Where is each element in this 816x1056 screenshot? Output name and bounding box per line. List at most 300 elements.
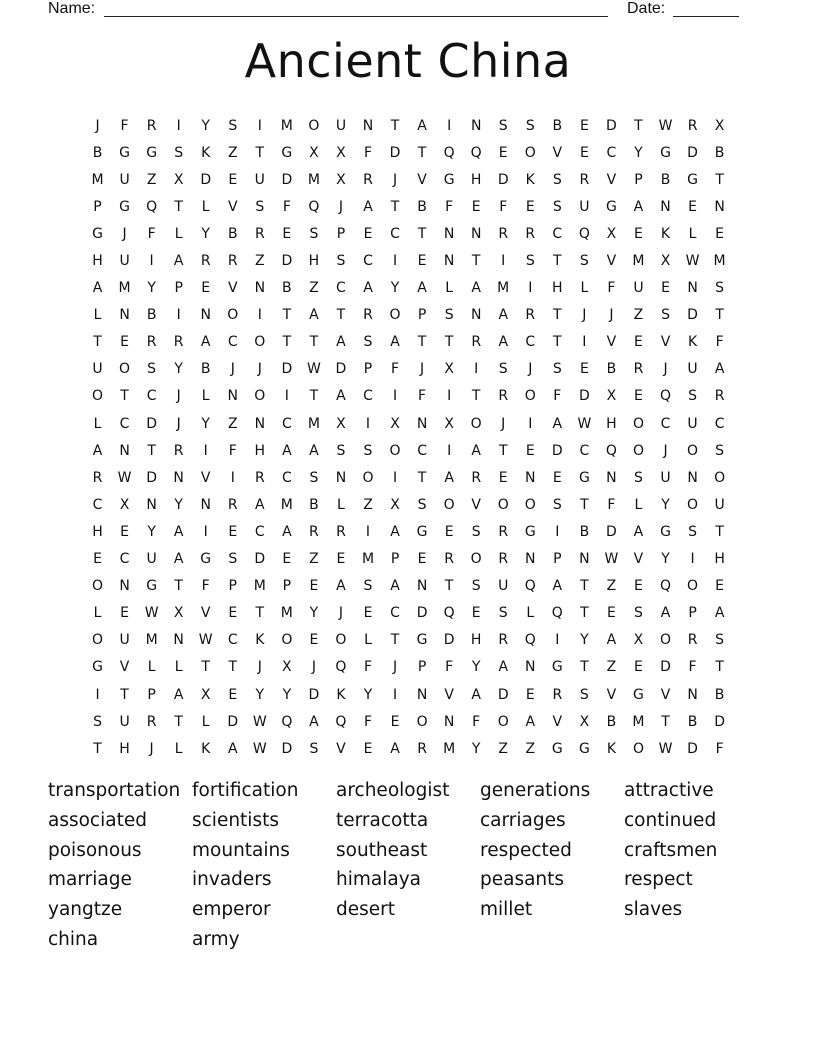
grid-cell[interactable]: W [117, 469, 132, 486]
grid-cell[interactable]: N [525, 551, 536, 568]
grid-cell[interactable]: D [227, 713, 239, 730]
grid-cell[interactable]: D [687, 144, 698, 161]
grid-cell[interactable]: P [228, 578, 237, 595]
grid-cell[interactable]: G [146, 144, 158, 161]
grid-cell[interactable]: O [687, 578, 699, 595]
grid-cell[interactable]: C [525, 334, 536, 351]
grid-cell[interactable]: L [201, 388, 210, 405]
grid-cell[interactable]: S [498, 605, 508, 622]
grid-cell[interactable]: I [474, 361, 479, 378]
grid-cell[interactable]: X [606, 225, 617, 242]
grid-cell[interactable]: E [282, 225, 292, 242]
date-field-line[interactable] [673, 16, 739, 17]
grid-cell[interactable]: H [92, 253, 103, 270]
grid-cell[interactable]: T [553, 307, 562, 324]
grid-cell[interactable]: S [363, 578, 373, 595]
grid-cell[interactable]: N [416, 415, 428, 432]
grid-cell[interactable]: A [444, 469, 454, 486]
grid-cell[interactable]: J [663, 361, 668, 378]
grid-cell[interactable]: G [443, 171, 455, 188]
grid-cell[interactable]: A [390, 578, 400, 595]
grid-cell[interactable]: W [658, 117, 673, 134]
grid-cell[interactable]: F [418, 388, 427, 405]
grid-cell[interactable]: T [553, 334, 562, 351]
grid-cell[interactable]: I [555, 632, 560, 649]
grid-cell[interactable]: O [524, 388, 536, 405]
grid-cell[interactable]: O [632, 415, 644, 432]
grid-cell[interactable]: U [579, 198, 590, 215]
grid-cell[interactable]: V [660, 334, 671, 351]
grid-cell[interactable]: G [578, 469, 590, 486]
grid-cell[interactable]: S [498, 361, 508, 378]
grid-cell[interactable]: A [173, 686, 184, 703]
grid-cell[interactable]: D [146, 415, 157, 432]
grid-cell[interactable]: D [606, 523, 617, 540]
grid-cell[interactable]: U [146, 551, 157, 568]
grid-cell[interactable]: F [715, 740, 724, 757]
grid-cell[interactable]: R [309, 523, 319, 540]
grid-cell[interactable]: A [390, 334, 400, 351]
grid-cell[interactable]: J [311, 659, 316, 676]
grid-cell[interactable]: S [552, 171, 562, 188]
grid-cell[interactable]: M [145, 632, 158, 649]
grid-cell[interactable]: Z [606, 578, 617, 595]
grid-cell[interactable]: E [715, 578, 725, 595]
grid-cell[interactable]: J [176, 388, 181, 405]
grid-cell[interactable]: N [470, 117, 482, 134]
grid-cell[interactable]: S [255, 198, 265, 215]
grid-cell[interactable]: R [552, 686, 563, 703]
grid-cell[interactable]: N [660, 198, 671, 215]
grid-cell[interactable]: R [254, 225, 265, 242]
grid-cell[interactable]: V [633, 551, 644, 568]
grid-cell[interactable]: J [528, 361, 533, 378]
grid-cell[interactable]: S [552, 496, 562, 513]
grid-cell[interactable]: O [497, 496, 509, 513]
grid-cell[interactable]: R [200, 253, 211, 270]
grid-cell[interactable]: D [687, 307, 698, 324]
grid-cell[interactable]: B [92, 144, 103, 161]
grid-cell[interactable]: X [444, 415, 454, 432]
grid-cell[interactable]: O [308, 117, 320, 134]
grid-cell[interactable]: F [201, 578, 210, 595]
grid-cell[interactable]: N [200, 307, 211, 324]
grid-cell[interactable]: E [228, 171, 238, 188]
grid-cell[interactable]: C [363, 388, 373, 405]
grid-cell[interactable]: S [498, 117, 508, 134]
grid-cell[interactable]: I [690, 551, 695, 568]
grid-cell[interactable]: B [687, 713, 698, 730]
grid-cell[interactable]: J [420, 361, 425, 378]
grid-cell[interactable]: Q [605, 442, 617, 459]
grid-cell[interactable]: F [445, 659, 454, 676]
grid-cell[interactable]: C [227, 334, 238, 351]
grid-cell[interactable]: S [579, 253, 589, 270]
grid-cell[interactable]: E [390, 713, 400, 730]
grid-cell[interactable]: S [525, 117, 535, 134]
grid-cell[interactable]: S [688, 388, 697, 405]
grid-cell[interactable]: T [309, 334, 319, 351]
grid-cell[interactable]: R [687, 632, 698, 649]
grid-cell[interactable]: T [174, 578, 183, 595]
grid-cell[interactable]: I [528, 280, 533, 297]
grid-cell[interactable]: I [447, 388, 452, 405]
grid-cell[interactable]: V [417, 171, 427, 188]
grid-cell[interactable]: D [281, 171, 293, 188]
grid-cell[interactable]: F [607, 280, 616, 297]
grid-cell[interactable]: B [714, 144, 725, 161]
grid-cell[interactable]: S [147, 361, 157, 378]
grid-cell[interactable]: E [120, 334, 129, 351]
grid-cell[interactable]: N [687, 686, 698, 703]
grid-cell[interactable]: M [280, 496, 293, 513]
grid-cell[interactable]: L [174, 740, 183, 757]
grid-cell[interactable]: G [551, 740, 563, 757]
grid-cell[interactable]: L [688, 225, 697, 242]
grid-cell[interactable]: W [685, 253, 700, 270]
grid-cell[interactable]: A [471, 686, 481, 703]
grid-cell[interactable]: O [659, 632, 672, 649]
grid-cell[interactable]: M [443, 740, 456, 757]
grid-cell[interactable]: Z [363, 496, 373, 513]
grid-cell[interactable]: S [228, 551, 238, 568]
grid-cell[interactable]: V [119, 659, 130, 676]
grid-cell[interactable]: S [471, 578, 481, 595]
grid-cell[interactable]: R [146, 117, 157, 134]
grid-cell[interactable]: E [93, 551, 102, 568]
grid-cell[interactable]: L [93, 605, 102, 622]
grid-cell[interactable]: R [363, 307, 373, 324]
grid-cell[interactable]: A [390, 740, 400, 757]
grid-cell[interactable]: C [390, 605, 400, 622]
grid-cell[interactable]: R [579, 171, 590, 188]
grid-cell[interactable]: V [660, 686, 671, 703]
grid-cell[interactable]: O [281, 632, 293, 649]
grid-cell[interactable]: U [687, 415, 698, 432]
grid-cell[interactable]: F [715, 334, 724, 351]
grid-cell[interactable]: Y [201, 225, 210, 242]
grid-cell[interactable]: I [176, 307, 181, 324]
grid-cell[interactable]: R [471, 334, 482, 351]
grid-cell[interactable]: E [498, 469, 508, 486]
grid-cell[interactable]: N [119, 578, 130, 595]
grid-cell[interactable]: C [606, 144, 617, 161]
grid-cell[interactable]: P [553, 551, 562, 568]
grid-cell[interactable]: A [390, 523, 400, 540]
grid-cell[interactable]: W [604, 551, 619, 568]
grid-cell[interactable]: I [203, 523, 208, 540]
grid-cell[interactable]: I [582, 334, 587, 351]
grid-cell[interactable]: O [119, 361, 131, 378]
grid-cell[interactable]: B [579, 523, 590, 540]
grid-cell[interactable]: L [147, 659, 156, 676]
grid-cell[interactable]: G [605, 198, 617, 215]
grid-cell[interactable]: X [336, 415, 346, 432]
grid-cell[interactable]: R [498, 388, 509, 405]
grid-cell[interactable]: T [201, 659, 210, 676]
grid-cell[interactable]: X [390, 415, 400, 432]
grid-cell[interactable]: N [714, 198, 725, 215]
grid-cell[interactable]: B [417, 198, 427, 215]
grid-cell[interactable]: Q [443, 605, 455, 622]
grid-cell[interactable]: T [444, 578, 454, 595]
grid-cell[interactable]: L [93, 307, 102, 324]
grid-cell[interactable]: Z [255, 253, 265, 270]
grid-cell[interactable]: R [471, 469, 482, 486]
grid-cell[interactable]: H [714, 551, 725, 568]
grid-cell[interactable]: A [200, 334, 211, 351]
grid-cell[interactable]: T [634, 117, 643, 134]
grid-cell[interactable]: A [471, 280, 481, 297]
grid-cell[interactable]: S [228, 117, 238, 134]
grid-cell[interactable]: V [200, 605, 211, 622]
grid-cell[interactable]: V [227, 280, 238, 297]
grid-cell[interactable]: D [660, 659, 671, 676]
grid-cell[interactable]: A [173, 551, 184, 568]
grid-cell[interactable]: S [471, 523, 481, 540]
grid-cell[interactable]: X [633, 632, 644, 649]
grid-cell[interactable]: M [361, 551, 375, 568]
grid-cell[interactable]: Y [147, 280, 156, 297]
grid-cell[interactable]: N [606, 469, 617, 486]
grid-cell[interactable]: E [417, 551, 427, 568]
grid-cell[interactable]: O [470, 551, 482, 568]
grid-cell[interactable]: J [149, 740, 154, 757]
grid-cell[interactable]: O [632, 740, 644, 757]
grid-cell[interactable]: E [498, 144, 508, 161]
grid-cell[interactable]: Q [308, 198, 320, 215]
grid-cell[interactable]: Y [471, 659, 481, 676]
grid-cell[interactable]: J [392, 171, 398, 188]
grid-cell[interactable]: E [606, 605, 616, 622]
grid-cell[interactable]: M [307, 171, 320, 188]
grid-cell[interactable]: B [227, 225, 238, 242]
grid-cell[interactable]: A [498, 307, 509, 324]
grid-cell[interactable]: R [336, 523, 346, 540]
grid-cell[interactable]: A [525, 713, 536, 730]
grid-cell[interactable]: C [363, 253, 373, 270]
grid-cell[interactable]: D [335, 361, 347, 378]
grid-cell[interactable]: L [445, 280, 454, 297]
grid-cell[interactable]: G [660, 523, 671, 540]
grid-cell[interactable]: N [254, 280, 266, 297]
grid-cell[interactable]: V [200, 469, 211, 486]
grid-cell[interactable]: G [146, 578, 158, 595]
grid-cell[interactable]: N [470, 225, 482, 242]
grid-cell[interactable]: V [227, 198, 238, 215]
grid-cell[interactable]: M [118, 280, 131, 297]
grid-cell[interactable]: I [555, 523, 560, 540]
grid-cell[interactable]: S [309, 225, 319, 242]
grid-cell[interactable]: T [715, 307, 724, 324]
grid-cell[interactable]: I [365, 523, 371, 540]
grid-cell[interactable]: S [688, 523, 697, 540]
grid-cell[interactable]: A [92, 442, 103, 459]
grid-cell[interactable]: Y [201, 117, 210, 134]
grid-cell[interactable]: G [92, 225, 103, 242]
grid-cell[interactable]: L [337, 496, 345, 513]
grid-cell[interactable]: H [119, 740, 130, 757]
grid-cell[interactable]: A [282, 523, 292, 540]
grid-cell[interactable]: H [92, 523, 103, 540]
grid-cell[interactable]: L [93, 415, 102, 432]
grid-cell[interactable]: Z [498, 740, 509, 757]
grid-cell[interactable]: G [578, 740, 590, 757]
grid-cell[interactable]: N [470, 307, 482, 324]
grid-cell[interactable]: V [606, 686, 617, 703]
grid-cell[interactable]: R [173, 442, 184, 459]
grid-cell[interactable]: O [632, 442, 644, 459]
grid-cell[interactable]: L [201, 198, 210, 215]
grid-cell[interactable]: W [658, 740, 673, 757]
grid-cell[interactable]: A [552, 415, 563, 432]
grid-cell[interactable]: Z [146, 171, 157, 188]
grid-cell[interactable]: I [392, 469, 398, 486]
grid-cell[interactable]: A [633, 523, 644, 540]
grid-cell[interactable]: C [281, 415, 292, 432]
grid-cell[interactable]: Q [551, 605, 563, 622]
grid-cell[interactable]: A [552, 578, 563, 595]
grid-cell[interactable]: T [417, 469, 427, 486]
grid-cell[interactable]: A [363, 280, 373, 297]
grid-cell[interactable]: L [201, 713, 210, 730]
grid-cell[interactable]: T [120, 686, 129, 703]
grid-cell[interactable]: M [307, 415, 320, 432]
grid-cell[interactable]: R [498, 551, 509, 568]
grid-cell[interactable]: T [390, 198, 400, 215]
grid-cell[interactable]: H [606, 415, 617, 432]
grid-cell[interactable]: L [174, 225, 183, 242]
grid-cell[interactable]: H [552, 280, 563, 297]
grid-cell[interactable]: F [499, 198, 508, 215]
grid-cell[interactable]: P [336, 225, 346, 242]
grid-cell[interactable]: T [715, 523, 724, 540]
grid-cell[interactable]: N [687, 280, 698, 297]
grid-cell[interactable]: Y [661, 496, 670, 513]
grid-cell[interactable]: E [417, 253, 427, 270]
grid-cell[interactable]: G [660, 144, 671, 161]
grid-cell[interactable]: Y [580, 632, 589, 649]
grid-cell[interactable]: O [92, 578, 104, 595]
grid-cell[interactable]: K [201, 144, 211, 161]
grid-cell[interactable]: E [579, 144, 589, 161]
grid-cell[interactable]: V [471, 496, 481, 513]
grid-cell[interactable]: N [200, 496, 211, 513]
grid-cell[interactable]: O [687, 442, 699, 459]
grid-cell[interactable]: R [146, 713, 157, 730]
grid-cell[interactable]: D [200, 171, 212, 188]
grid-cell[interactable]: Q [281, 713, 293, 730]
grid-cell[interactable]: M [497, 280, 510, 297]
grid-cell[interactable]: J [582, 307, 587, 324]
grid-cell[interactable]: C [714, 415, 725, 432]
grid-cell[interactable]: I [176, 117, 181, 134]
grid-cell[interactable]: P [634, 171, 643, 188]
grid-cell[interactable]: E [120, 523, 129, 540]
grid-cell[interactable]: T [255, 144, 265, 161]
grid-cell[interactable]: C [119, 415, 130, 432]
grid-cell[interactable]: Z [227, 144, 238, 161]
grid-cell[interactable]: X [444, 361, 454, 378]
grid-cell[interactable]: T [553, 253, 562, 270]
grid-cell[interactable]: X [390, 496, 400, 513]
grid-cell[interactable]: D [497, 686, 509, 703]
grid-cell[interactable]: I [257, 117, 262, 134]
grid-cell[interactable]: Q [659, 578, 672, 595]
grid-cell[interactable]: S [715, 632, 725, 649]
grid-cell[interactable]: O [92, 632, 104, 649]
grid-cell[interactable]: F [445, 198, 454, 215]
grid-cell[interactable]: F [688, 659, 697, 676]
grid-cell[interactable]: A [417, 280, 427, 297]
grid-cell[interactable]: R [417, 740, 427, 757]
grid-cell[interactable]: D [281, 740, 293, 757]
grid-cell[interactable]: N [173, 469, 184, 486]
grid-cell[interactable]: A [309, 307, 319, 324]
grid-cell[interactable]: C [227, 632, 238, 649]
grid-cell[interactable]: P [417, 307, 427, 324]
grid-cell[interactable]: F [472, 713, 481, 730]
grid-cell[interactable]: T [444, 334, 454, 351]
grid-cell[interactable]: F [363, 713, 373, 730]
grid-cell[interactable]: A [498, 659, 509, 676]
grid-cell[interactable]: C [390, 225, 400, 242]
grid-cell[interactable]: B [606, 361, 617, 378]
grid-cell[interactable]: T [498, 442, 508, 459]
grid-cell[interactable]: O [443, 496, 455, 513]
grid-cell[interactable]: J [338, 198, 344, 215]
grid-cell[interactable]: A [255, 496, 265, 513]
grid-cell[interactable]: L [174, 659, 183, 676]
grid-cell[interactable]: N [146, 496, 157, 513]
grid-cell[interactable]: N [119, 307, 130, 324]
grid-cell[interactable]: Q [443, 144, 455, 161]
grid-cell[interactable]: T [336, 307, 346, 324]
grid-cell[interactable]: E [661, 280, 670, 297]
grid-cell[interactable]: E [471, 198, 481, 215]
grid-cell[interactable]: S [634, 605, 643, 622]
grid-cell[interactable]: N [443, 225, 455, 242]
grid-cell[interactable]: R [687, 117, 698, 134]
grid-cell[interactable]: E [715, 225, 725, 242]
grid-cell[interactable]: Q [470, 144, 482, 161]
grid-cell[interactable]: X [336, 171, 346, 188]
grid-cell[interactable]: D [281, 361, 293, 378]
grid-cell[interactable]: T [580, 605, 589, 622]
grid-cell[interactable]: J [230, 361, 235, 378]
grid-cell[interactable]: R [92, 469, 103, 486]
grid-cell[interactable]: B [200, 361, 211, 378]
grid-cell[interactable]: R [227, 496, 238, 513]
grid-cell[interactable]: O [389, 442, 401, 459]
grid-cell[interactable]: R [444, 551, 454, 568]
grid-cell[interactable]: M [253, 578, 266, 595]
grid-cell[interactable]: N [119, 442, 130, 459]
grid-cell[interactable]: T [580, 659, 589, 676]
grid-cell[interactable]: X [660, 253, 671, 270]
grid-cell[interactable]: O [389, 307, 401, 324]
grid-cell[interactable]: I [392, 253, 398, 270]
grid-cell[interactable]: A [363, 198, 373, 215]
grid-cell[interactable]: T [147, 442, 156, 459]
grid-cell[interactable]: A [92, 280, 103, 297]
grid-cell[interactable]: U [254, 171, 265, 188]
grid-cell[interactable]: U [92, 361, 103, 378]
grid-cell[interactable]: T [715, 171, 724, 188]
grid-cell[interactable]: E [579, 361, 589, 378]
grid-cell[interactable]: T [471, 388, 481, 405]
grid-cell[interactable]: Q [335, 659, 347, 676]
